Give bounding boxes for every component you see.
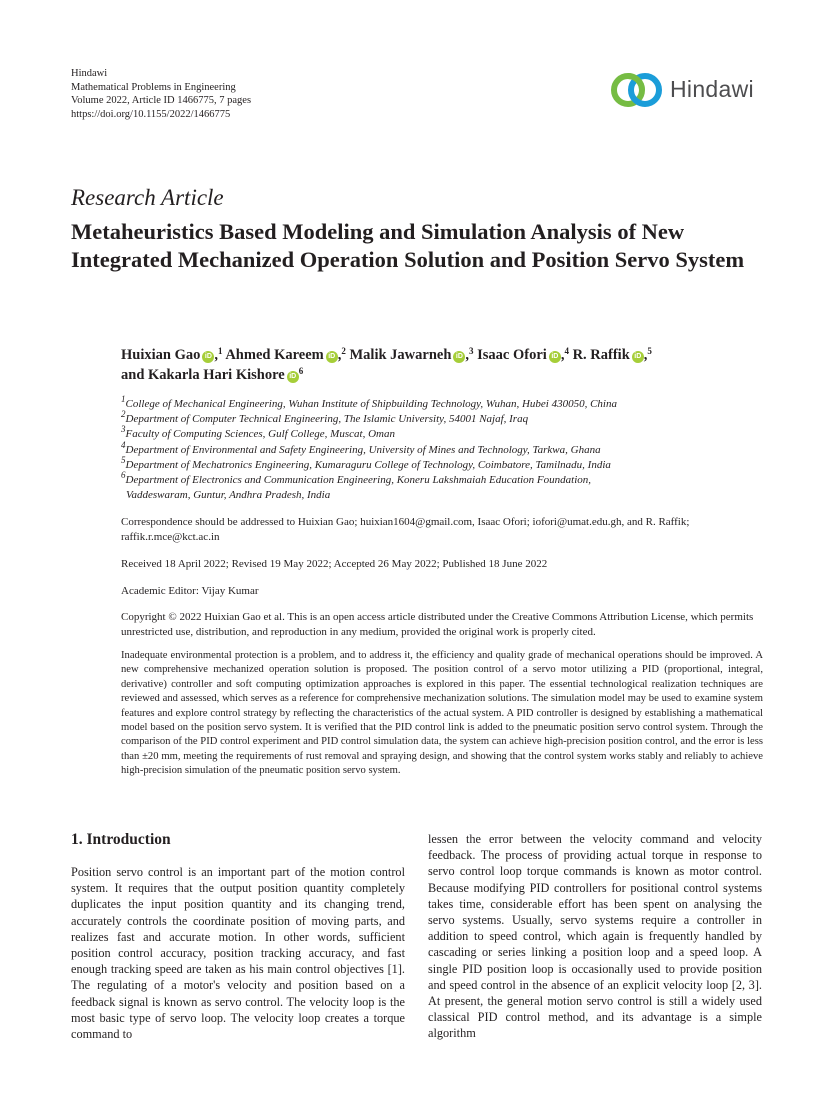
hindawi-rings-icon bbox=[608, 68, 668, 112]
journal-name: Mathematical Problems in Engineering bbox=[71, 81, 236, 93]
affiliation-continuation: Vaddeswaram, Guntur, Andhra Pradesh, India bbox=[126, 489, 331, 502]
author-name: Ahmed Kareem bbox=[225, 347, 324, 363]
author-name: R. Raffik bbox=[572, 347, 630, 363]
author-name: Malik Jawarneh bbox=[349, 347, 452, 363]
author-affil-number: 6 bbox=[298, 366, 304, 376]
section-heading: 1. Introduction bbox=[71, 831, 171, 848]
affiliation-item: $^5$Department of Mechatronics Engineering, Kumaraguru College of Technology, Coimbatore, Tamilnadu, India bbox=[121, 454, 611, 471]
author-affil-number: 2 bbox=[341, 346, 346, 356]
affiliation-item: $^1$College of Mechanical Engineering, Wuhan Institute of Shipbuilding Technology, Wuhan, Hubei 430050, China bbox=[121, 394, 617, 410]
affiliation-item: $^3$Faculty of Computing Sciences, Gulf College, Muscat, Oman bbox=[121, 424, 395, 441]
correspondence: Correspondence should be addressed to Huixian Gao; huixian1604@gmail.com, Isaac Ofori; iofori@umat.edu.gh, and R. Raffik; raffik.r.mce@kct.ac.in bbox=[121, 516, 690, 543]
body-column-right: lessen the error between the velocity command and velocity feedback. The process of providing actual torque in response to servo control loop torque commands is known as motor control. Because modifying PID controllers for positional control systems takes time, considerable effort has been spent on analysing the servo systems. Usually, servo systems require a controller in addition to speed control, which again is frequently handled by cascading or series linking a position loop and a speed loop. A single PID position loop is occasionally used to provide position and speed control in the absence of an explicit velocity loop [2, 3]. At present, the general motion servo control is still a widely used classical PID control method, and its advantage is a simple algorithm bbox=[428, 832, 762, 1041]
author-name: Kakarla Hari Kishore bbox=[148, 367, 285, 383]
orcid-icon[interactable]: iD bbox=[326, 351, 338, 363]
journal-header bbox=[71, 67, 251, 121]
hindawi-logo bbox=[608, 68, 768, 112]
logo-text: Hindawi bbox=[670, 76, 754, 102]
author-affil-number: 1 bbox=[218, 346, 223, 356]
author-name: Isaac Ofori bbox=[477, 347, 547, 363]
affiliation-item: $^4$Department of Environmental and Safety Engineering, University of Mines and Technology, Tarkwa, Ghana bbox=[121, 439, 601, 456]
publication-dates: Received 18 April 2022; Revised 19 May 2022; Accepted 26 May 2022; Published 18 June 2022 bbox=[121, 558, 548, 570]
orcid-icon[interactable]: iD bbox=[202, 351, 214, 363]
author-affil-number: 5 bbox=[647, 346, 652, 356]
author-affil-number: 3 bbox=[469, 346, 474, 356]
body-column-left: Position servo control is an important part of the motion control system. It requires that the output position quantity completely duplicates the input position quantity and its changing trend, accurately controls the coordinate position of moving parts, and realizes fast and accurate motion. In other words, sufficient position control accuracy, position tracking accuracy, and fast enough tracking speed are taken as his main control objectives [1]. The regulating of a motor's velocity and position based on a feedback signal is known as servo control. The velocity loop is the most basic type of servo loop. The velocity loop creates a torque command to bbox=[71, 865, 405, 1042]
orcid-icon[interactable]: iD bbox=[287, 371, 299, 383]
abstract: Inadequate environmental protection is a problem, and to address it, the efficiency and quality grade of mechanical operations should be improved. A new comprehensive mechanized operation solution is proposed. The position control of a servo motor utilizing a PID (proportional, integral, derivative) controller and soft computing optimization approaches is explored in this paper. The essential technological realization techniques are reviewed and assessed, which serves as a reference for comprehensive mechanization solutions. The simulation model may be used to examine system features and explore control strategy by reflecting the characteristics of the actual system. A PID controller is designed by establishing a mathematical model based on the position servo system. It is verified that the PID control link is added to the pneumatic position servo control system. Through the comparison of the PID control experiment and PID control simulation data, the system can achieve high-precision position control, and the error is less than ±20 mm, meeting the requirements of rust removal and spraying design, and showing that the control system works stably and reliably to achieve high-precision simulation of the pneumatic position servo system. bbox=[121, 650, 763, 777]
article-type: Research Article bbox=[71, 185, 224, 210]
affiliation-item: $^6$Department of Electronics and Communication Engineering, Koneru Lakshmaiah Education Foundation, bbox=[121, 470, 592, 487]
author-connector: and bbox=[121, 367, 145, 383]
doi-link[interactable]: https://doi.org/10.1155/2022/1466775 bbox=[71, 108, 231, 120]
author-list: Huixian Gao iD ,$^1$ Ahmed Kareem iD ,$^2$ Malik Jawarneh iD ,$^3$ Isaac Ofori iD ,$^4$ R. Raffik iD ,$^5$ and Kakarla Hari Kishore $iD^6$ bbox=[121, 346, 652, 383]
orcid-icon[interactable]: iD bbox=[632, 351, 644, 363]
author-name: Huixian Gao bbox=[121, 347, 201, 363]
affiliations bbox=[121, 394, 781, 503]
affiliation-item: $^2$Department of Computer Technical Engineering, The Islamic University, 54001 Najaf, Iraq bbox=[121, 409, 529, 426]
article-title: Metaheuristics Based Modeling and Simulation Analysis of New Integrated Mechanized Operation Solution and Position Servo System bbox=[71, 219, 745, 272]
journal-volume: Volume 2022, Article ID 1466775, 7 pages bbox=[71, 95, 252, 106]
author-affil-number: 4 bbox=[564, 346, 569, 356]
copyright-notice: Copyright © 2022 Huixian Gao et al. This is an open access article distributed under the Creative Commons Attribution License, which permits unrestricted use, distribution, and reproduction in any medium, provided the original work is properly cited. bbox=[121, 611, 754, 638]
orcid-icon[interactable]: iD bbox=[549, 351, 561, 363]
publisher-name: Hindawi bbox=[71, 68, 108, 79]
academic-editor: Academic Editor: Vijay Kumar bbox=[121, 585, 259, 597]
orcid-icon[interactable]: iD bbox=[453, 351, 465, 363]
